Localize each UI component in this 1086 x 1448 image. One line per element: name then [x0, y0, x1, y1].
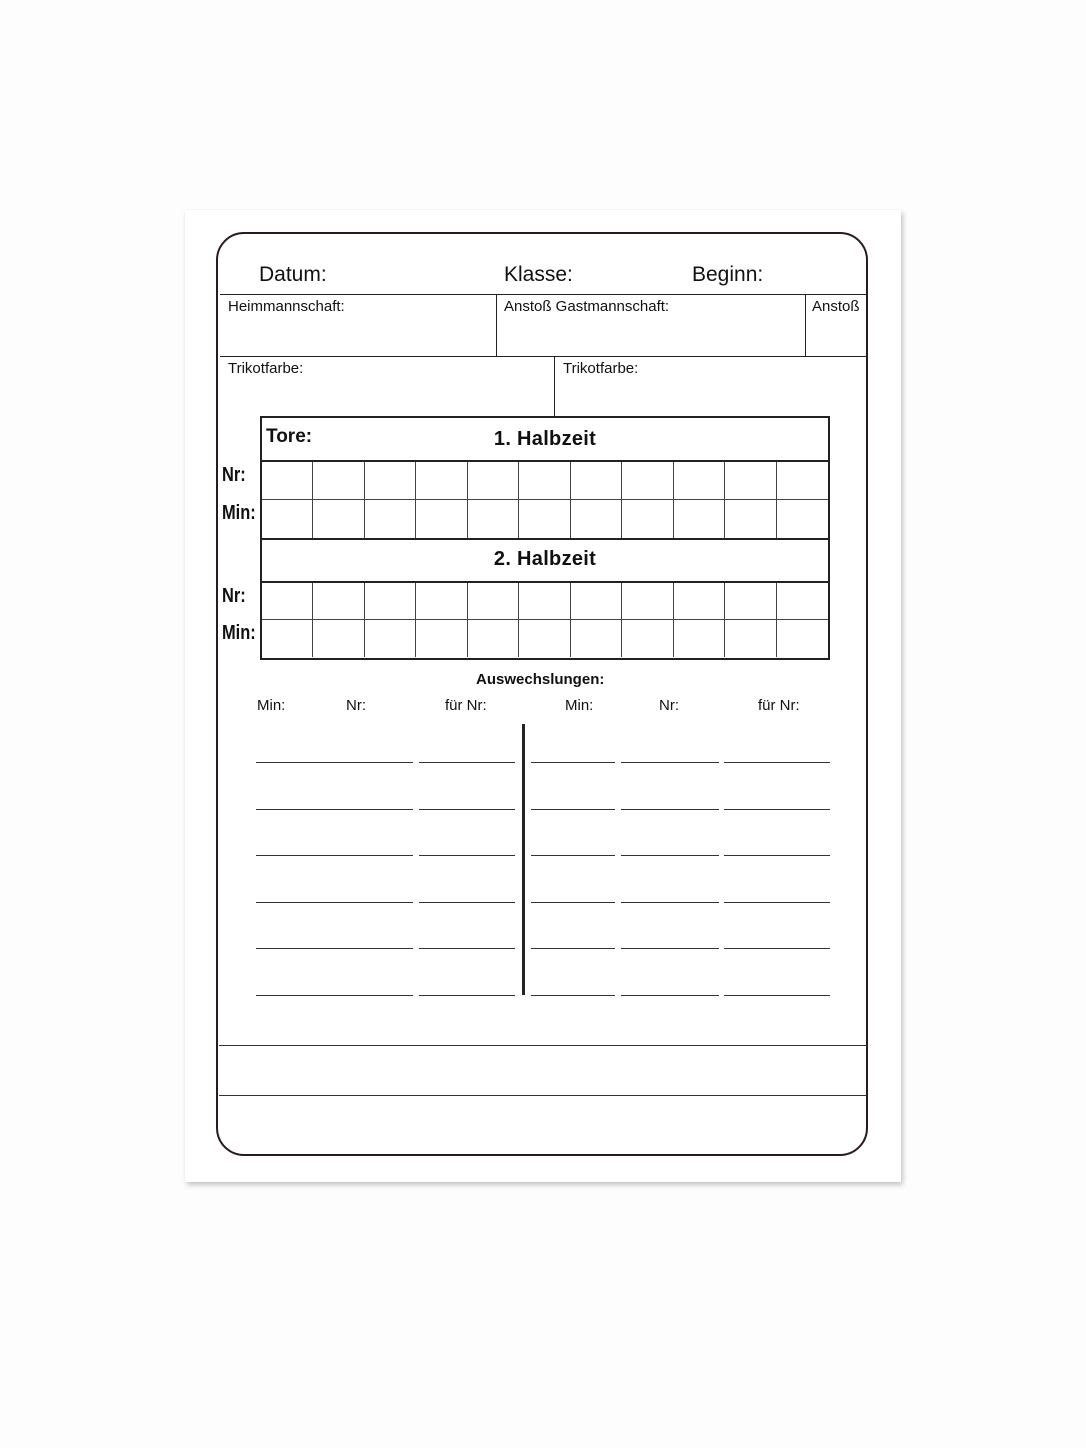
goal-cell	[519, 500, 570, 538]
sub-col-min-1: Min:	[257, 697, 286, 714]
substitution-line	[256, 762, 413, 763]
goal-cell	[674, 462, 725, 500]
goal-cell	[571, 462, 622, 500]
goal-cell	[313, 583, 364, 620]
substitution-line	[531, 902, 615, 903]
trikotfarbe-guest-label: Trikotfarbe:	[563, 360, 639, 377]
substitution-line	[419, 948, 515, 949]
substitution-line	[724, 995, 830, 996]
teams-divider-2	[805, 295, 806, 356]
goal-cell	[468, 500, 519, 538]
sub-col-nr-1: Nr:	[346, 697, 366, 714]
second-half-top-divider	[262, 538, 828, 540]
datum-label: Datum:	[259, 263, 327, 286]
goal-cell	[725, 583, 776, 620]
klasse-label: Klasse:	[504, 263, 573, 286]
beginn-label: Beginn:	[692, 263, 764, 286]
goal-cell	[416, 500, 467, 538]
goal-cell	[777, 462, 828, 500]
header-divider	[220, 294, 868, 295]
card-frame	[216, 232, 868, 1156]
goal-cell	[622, 583, 673, 620]
sub-col-fuernr-1: für Nr:	[445, 697, 487, 714]
substitution-line	[256, 809, 413, 810]
substitution-line	[531, 855, 615, 856]
goal-cell	[777, 583, 828, 620]
goal-cell	[313, 462, 364, 500]
substitution-line	[256, 995, 413, 996]
goal-cell	[365, 500, 416, 538]
substitution-line	[531, 762, 615, 763]
goal-cell	[571, 620, 622, 657]
second-half-title: 2. Halbzeit	[493, 548, 597, 570]
min-label-1: Min:	[222, 502, 256, 524]
gastmannschaft-label: Anstoß Gastmannschaft:	[504, 298, 670, 315]
goal-cell	[777, 620, 828, 657]
goal-cell	[674, 500, 725, 538]
substitution-line	[531, 809, 615, 810]
sub-col-fuernr-2: für Nr:	[758, 697, 800, 714]
goal-cell	[519, 583, 570, 620]
goal-cell	[262, 583, 313, 620]
sub-col-min-2: Min:	[565, 697, 594, 714]
anstoss-label: Anstoß	[812, 298, 860, 315]
substitution-line	[419, 902, 515, 903]
substitution-line	[531, 995, 615, 996]
goal-cell	[416, 620, 467, 657]
sub-col-nr-2: Nr:	[659, 697, 679, 714]
substitution-line	[621, 809, 719, 810]
goal-cell	[674, 583, 725, 620]
goals-box	[260, 416, 830, 660]
goal-cell	[416, 462, 467, 500]
substitution-line	[531, 948, 615, 949]
goal-cell	[725, 620, 776, 657]
tore-label: Tore:	[266, 426, 313, 447]
bottom-line-2	[219, 1095, 867, 1096]
goal-cell	[365, 620, 416, 657]
substitutions-center-divider	[522, 724, 525, 995]
goal-cell	[262, 462, 313, 500]
substitution-line	[256, 902, 413, 903]
substitution-line	[724, 762, 830, 763]
first-half-title: 1. Halbzeit	[493, 428, 597, 450]
goal-cell	[468, 583, 519, 620]
substitution-line	[256, 855, 413, 856]
substitution-line	[724, 948, 830, 949]
nr-label-1: Nr:	[222, 464, 246, 486]
goal-cell	[262, 500, 313, 538]
min-label-2: Min:	[222, 622, 256, 644]
goal-cell	[365, 583, 416, 620]
goal-cell	[674, 620, 725, 657]
goal-cell	[725, 462, 776, 500]
substitution-line	[724, 902, 830, 903]
goal-cell	[468, 620, 519, 657]
second-half-grid	[262, 583, 828, 657]
goal-cell	[262, 620, 313, 657]
auswechslungen-title: Auswechslungen:	[476, 671, 605, 688]
goal-cell	[777, 500, 828, 538]
jersey-divider	[554, 357, 555, 416]
teams-divider-1	[496, 295, 497, 356]
goal-cell	[468, 462, 519, 500]
goal-cell	[365, 462, 416, 500]
teams-bottom-divider	[220, 356, 868, 357]
score-card	[185, 210, 901, 1182]
goal-cell	[313, 620, 364, 657]
substitution-line	[621, 948, 719, 949]
goal-cell	[571, 583, 622, 620]
goal-cell	[416, 583, 467, 620]
goal-cell	[725, 500, 776, 538]
goal-cell	[622, 620, 673, 657]
substitution-line	[621, 762, 719, 763]
substitution-line	[419, 855, 515, 856]
substitution-line	[621, 855, 719, 856]
first-half-grid	[262, 462, 828, 538]
bottom-line-1	[219, 1045, 867, 1046]
substitution-line	[621, 902, 719, 903]
nr-label-2: Nr:	[222, 585, 246, 607]
substitution-line	[419, 809, 515, 810]
substitution-line	[419, 995, 515, 996]
goal-cell	[622, 500, 673, 538]
substitution-line	[419, 762, 515, 763]
goal-cell	[519, 462, 570, 500]
substitution-line	[724, 855, 830, 856]
goal-cell	[519, 620, 570, 657]
substitution-line	[256, 948, 413, 949]
heimmannschaft-label: Heimmannschaft:	[228, 298, 345, 315]
substitution-line	[621, 995, 719, 996]
substitution-line	[724, 809, 830, 810]
goal-cell	[571, 500, 622, 538]
trikotfarbe-home-label: Trikotfarbe:	[228, 360, 304, 377]
goal-cell	[313, 500, 364, 538]
goal-cell	[622, 462, 673, 500]
